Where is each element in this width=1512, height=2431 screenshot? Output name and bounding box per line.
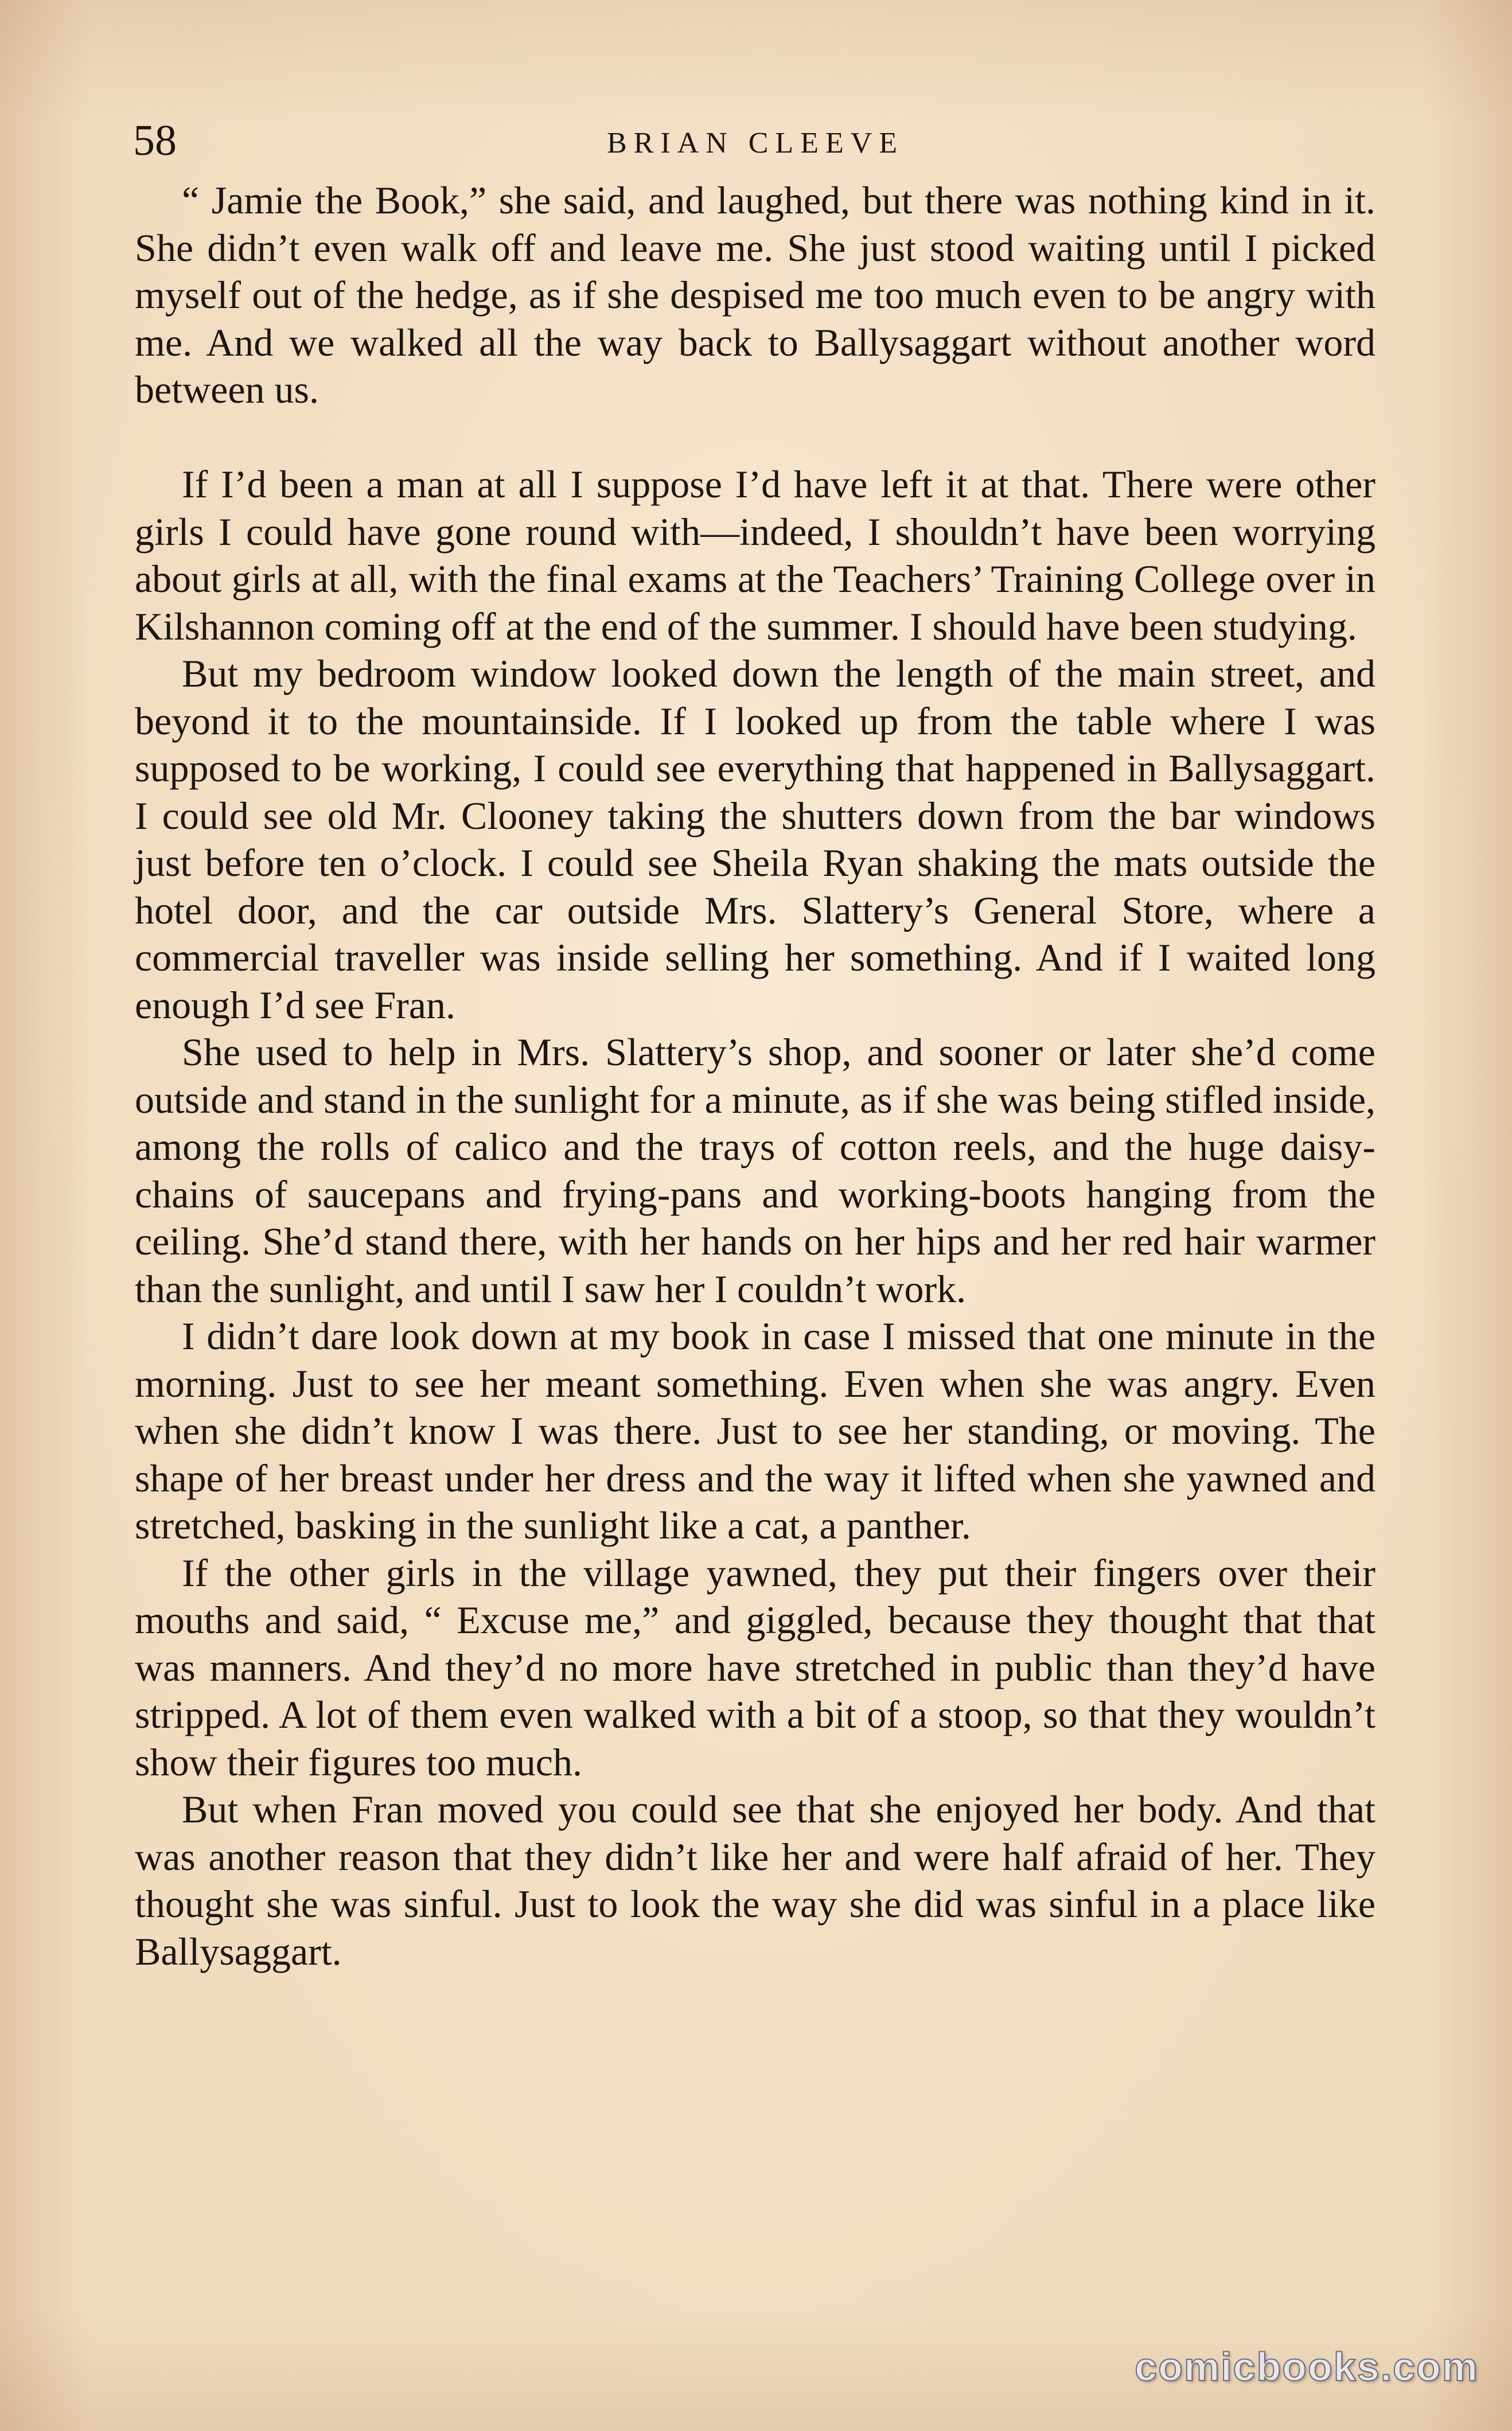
- paragraph: But my bedroom window looked down the length of the main street, and beyond it to the mountainside. If I looked up from the table where I was supposed to be working, I could see everything that happened in Ballysaggart. I could see old Mr. Clooney taking the shutters down from the bar windows just before ten o’clock. I could see Sheila Ryan shaking the mats outside the hotel door, and the car outside Mrs. Slattery’s General Store, where a commercial traveller was inside selling her something. And if I waited long enough I’d see Fran.: [135, 652, 1375, 1027]
- paragraph: If I’d been a man at all I suppose I’d have left it at that. There were other girls I could have gone round with—indeed, I shouldn’t have been worrying about girls at all, with the final exams at the Teachers’ Training College over in Kilshannon coming off at the end of the summer. I should have been studying.: [135, 462, 1375, 648]
- paragraph: “ Jamie the Book,” she said, and laughed, but there was nothing kind in it. She didn’t even walk off and leave me. She just stood waiting until I picked myself out of the hedge, as if she despised me too much even to be angry with me. And we walked all the way back to Ballysaggart without another word between us.: [135, 178, 1375, 411]
- paragraph: But when Fran moved you could see that she enjoyed her body. And that was another reason that they didn’t like her and were half afraid of her. They thought she was sinful. Just to look the way she did was sinful in a place like Ballysaggart.: [135, 1787, 1375, 1973]
- running-head: [133, 115, 1378, 172]
- running-head-author: BRIAN CLEEVE: [606, 127, 905, 159]
- paragraph: I didn’t dare look down at my book in case I missed that one minute in the morning. Just to see her meant something. Even when she was angry. Even when she didn’t know I was there. Just to see her standing, or moving. The shape of her breast under her dress and the way it lifted when she yawned and stretched, basking in the sunlight like a cat, a panther.: [135, 1314, 1375, 1547]
- section-break: [135, 414, 1375, 461]
- watermark-logo: comicbooks.com: [1135, 2344, 1479, 2389]
- page-number: 58: [133, 116, 177, 165]
- paragraph: She used to help in Mrs. Slattery’s shop, and sooner or later she’d come outside and stand in the sunlight for a minute, as if she was being stifled inside, among the rolls of calico and the trays of cotton reels, and the huge daisy-chains of saucepans and frying-pans and working-boots hanging from the ceiling. She’d stand there, with her hands on her hips and her red hair warmer than the sunlight, and until I saw her I couldn’t work.: [135, 1030, 1375, 1311]
- body-text: [135, 177, 1375, 1975]
- paragraph: If the other girls in the village yawned, they put their fingers over their mouths and said, “ Excuse me,” and giggled, because they thought that that was manners. And they’d no more have stretched in public than they’d have stripped. A lot of them even walked with a bit of a stoop, so that they wouldn’t show their figures too much.: [135, 1550, 1375, 1784]
